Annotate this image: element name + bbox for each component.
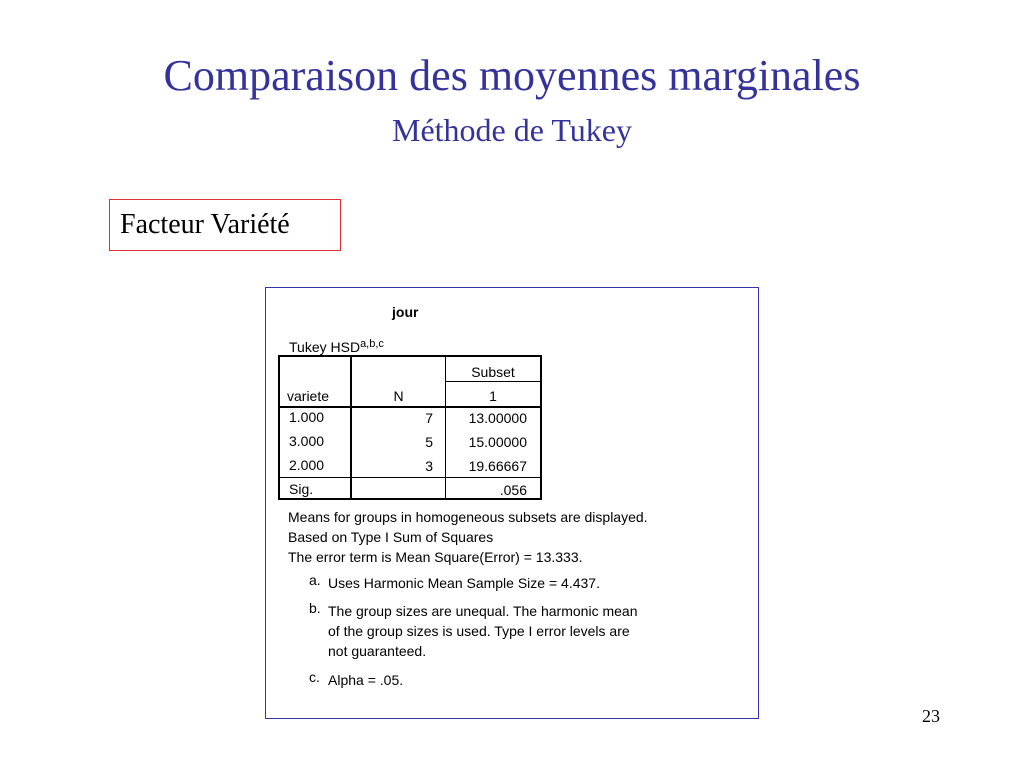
- table-header-divider-subset: [446, 381, 542, 382]
- header-subset-number: 1: [489, 388, 497, 404]
- table-note: Means for groups in homogeneous subsets are displayed.: [288, 509, 648, 525]
- footnote-b-line3: not guaranteed.: [328, 643, 427, 659]
- table-caption-text: Tukey HSD: [289, 339, 361, 355]
- table-sig-divider: [278, 477, 542, 478]
- sig-row-value: .056: [499, 482, 527, 498]
- table-row-label: 2.000: [289, 457, 325, 473]
- table-row-n: 5: [425, 434, 433, 450]
- footnote-b-line1: The group sizes are unequal. The harmonic mean: [328, 603, 638, 619]
- table-right-border: [540, 355, 542, 500]
- table-caption-superscript: a,b,c: [360, 338, 384, 350]
- table-header-bottom-border: [278, 406, 542, 408]
- table-top-border: [278, 355, 542, 357]
- factor-label-box: Facteur Variété: [109, 199, 341, 251]
- footnote-a-text: Uses Harmonic Mean Sample Size = 4.437.: [328, 575, 600, 591]
- table-row-value: 15.00000: [468, 434, 527, 450]
- footnote-c-text: Alpha = .05.: [328, 672, 404, 688]
- table-caption: [289, 339, 384, 355]
- footnote-b-mark: b.: [309, 600, 321, 616]
- table-row-n: 3: [425, 458, 433, 474]
- table-row-label: 1.000: [289, 409, 325, 425]
- table-row-label: 3.000: [289, 433, 325, 449]
- table-row-value: 13.00000: [468, 410, 527, 426]
- page-number: 23: [922, 706, 940, 726]
- slide-title: Comparaison des moyennes marginales: [163, 51, 861, 100]
- sig-row-label: Sig.: [289, 481, 314, 497]
- table-bottom-border: [278, 498, 542, 500]
- slide-subtitle: Méthode de Tukey: [392, 112, 632, 148]
- footnote-c-mark: c.: [309, 669, 320, 685]
- header-subset: Subset: [471, 364, 515, 380]
- header-n: N: [393, 388, 404, 404]
- table-row-value: 19.66667: [468, 458, 527, 474]
- header-variete: variete: [287, 388, 330, 404]
- table-row-n: 7: [425, 410, 433, 426]
- footnote-a-mark: a.: [309, 572, 321, 588]
- table-note: The error term is Mean Square(Error) = 13.333.: [288, 549, 583, 565]
- table-title: jour: [392, 304, 419, 320]
- table-left-border: [278, 355, 280, 500]
- table-label-column-divider: [350, 355, 352, 500]
- footnote-b-line2: of the group sizes is used. Type I error levels are: [328, 623, 630, 639]
- table-note: Based on Type I Sum of Squares: [288, 529, 494, 545]
